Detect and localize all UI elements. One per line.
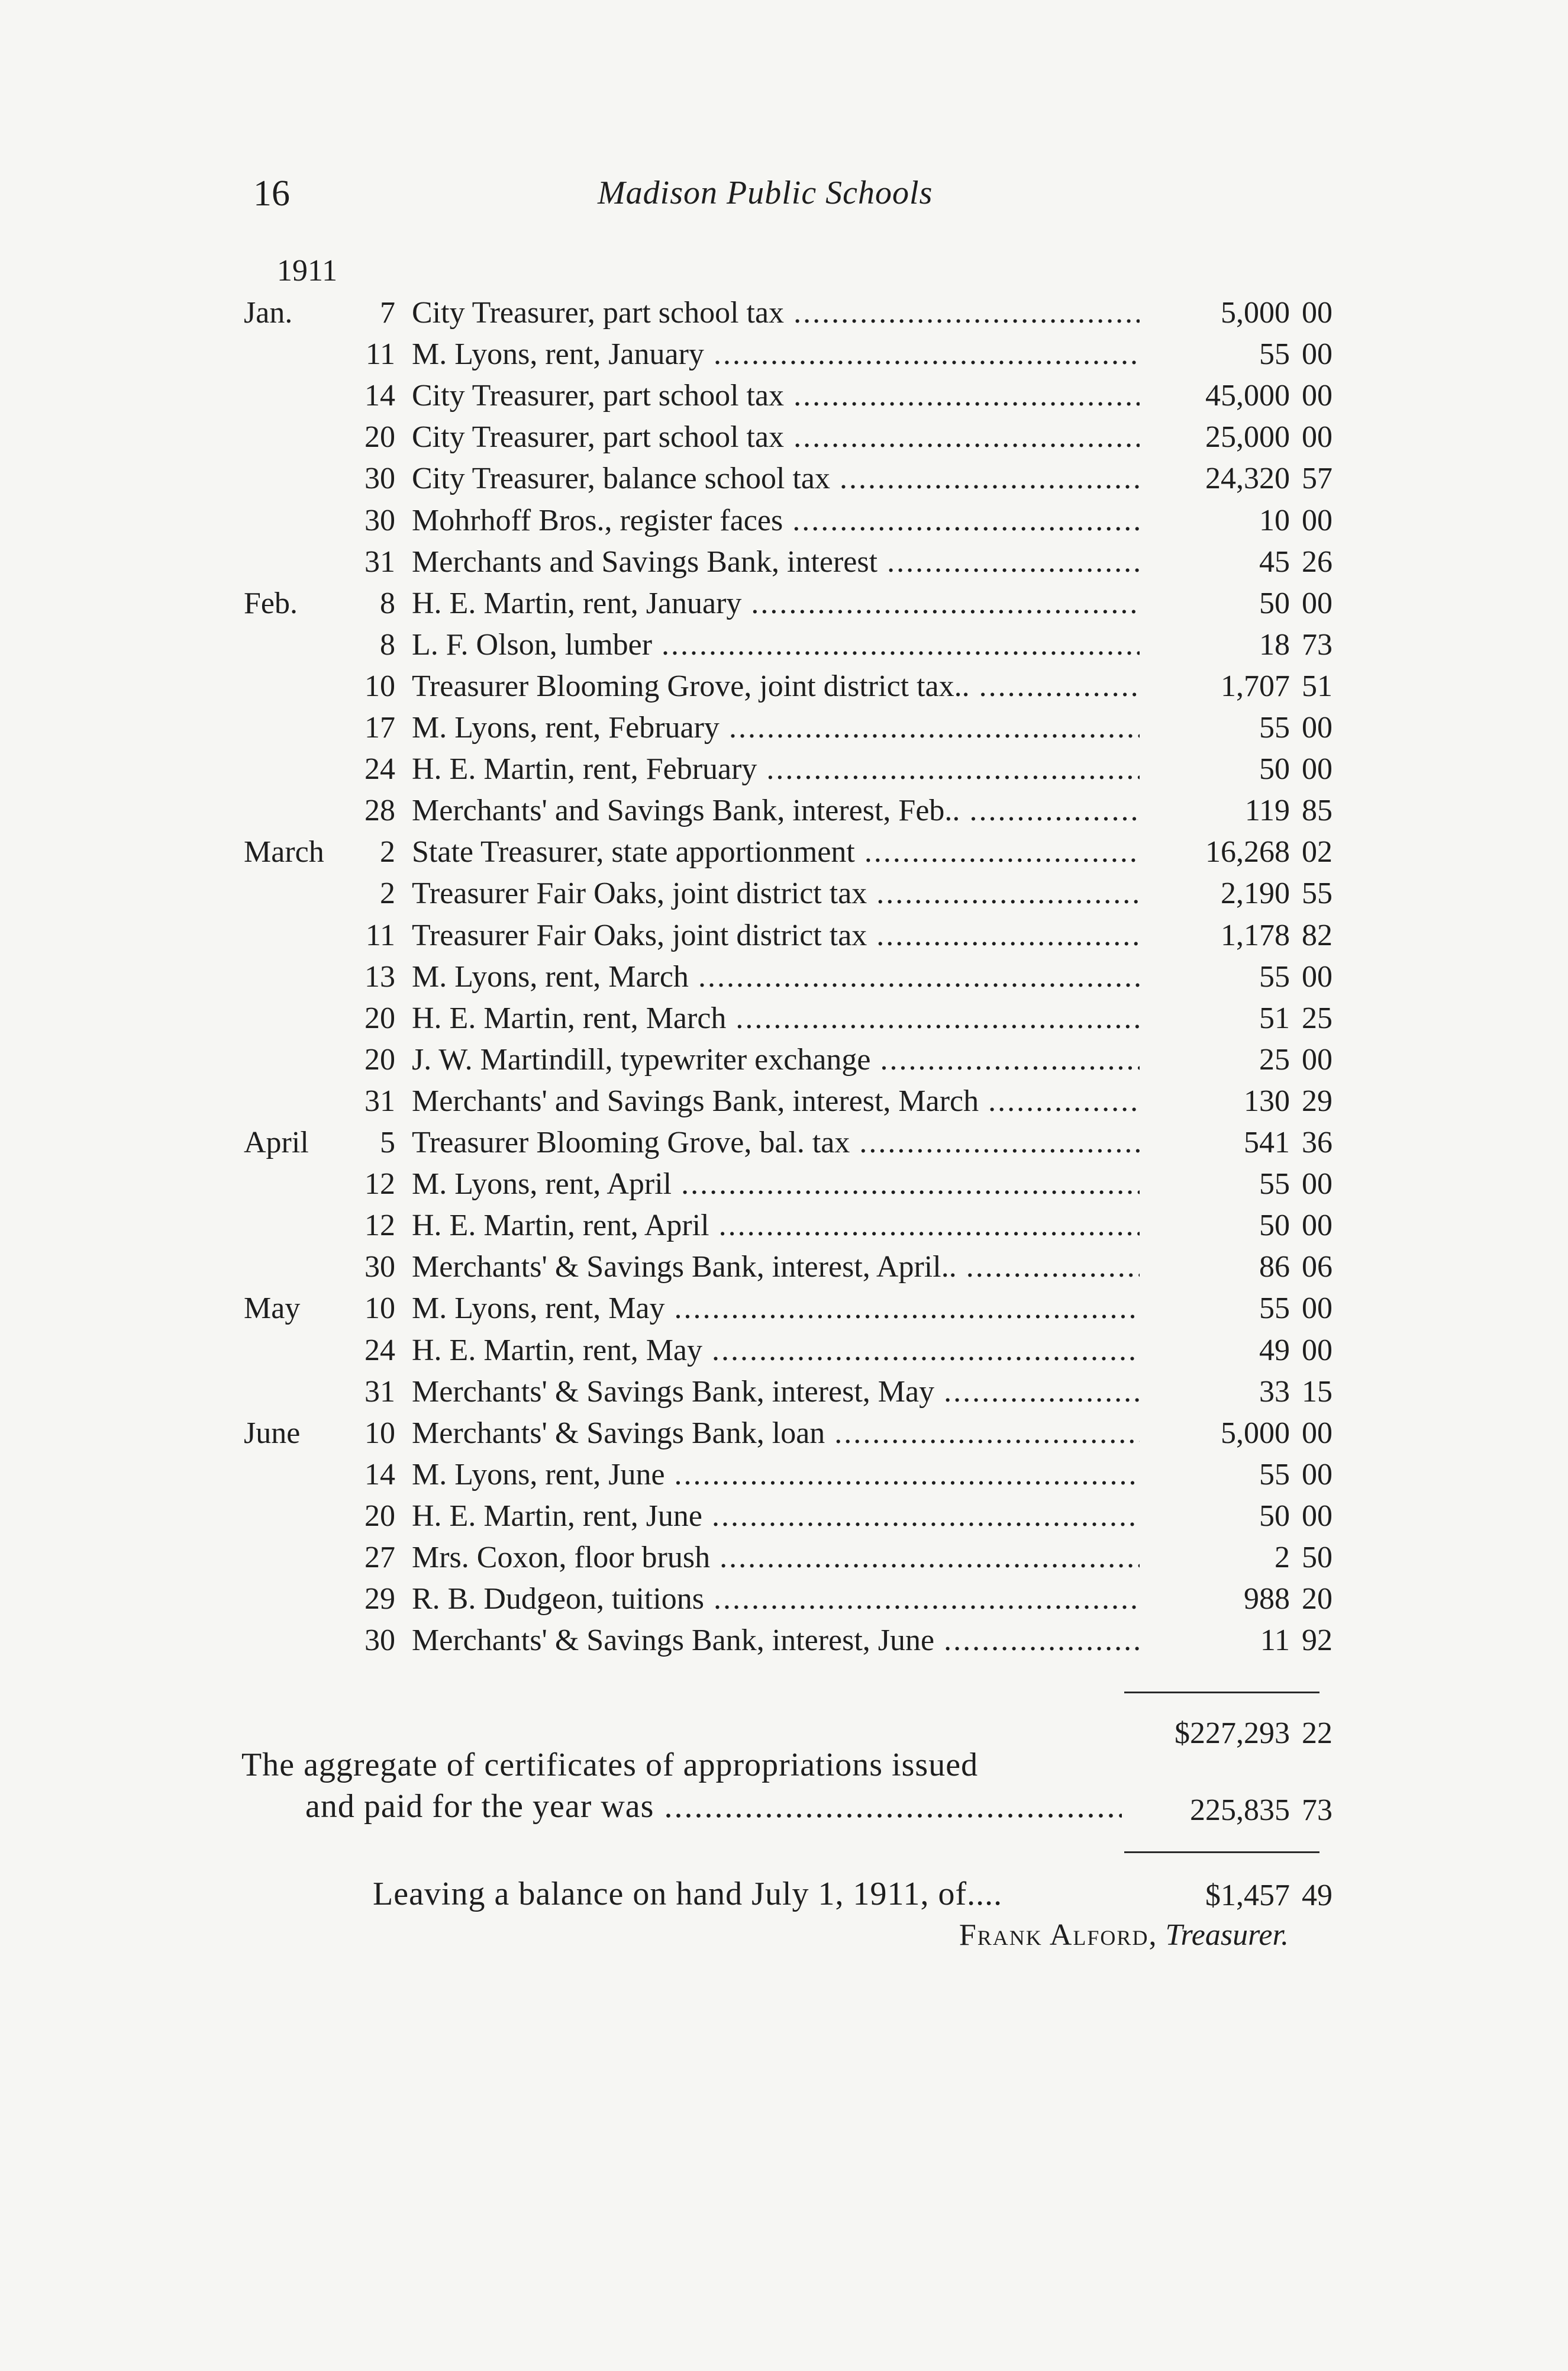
entry-dollars: 25 [1259, 1043, 1290, 1077]
ledger-row [0, 334, 1568, 375]
entry-cents: 15 [1302, 1375, 1333, 1409]
entry-description: M. Lyons, rent, January ..... [412, 334, 1140, 375]
entry-cents: 82 [1302, 919, 1333, 952]
entry-dollars: 55 [1259, 711, 1290, 745]
entry-cents: 29 [1302, 1084, 1333, 1118]
entry-cents: 50 [1302, 1541, 1333, 1574]
entry-description: State Treasurer, state apportionment ..... [412, 832, 1140, 873]
entry-cents: 36 [1302, 1126, 1333, 1159]
entry-cents: 00 [1302, 752, 1333, 786]
entry-day: 10 [364, 1291, 395, 1325]
entry-day: 29 [364, 1582, 395, 1616]
entry-cents: 06 [1302, 1250, 1333, 1284]
entry-cents: 00 [1302, 1416, 1333, 1450]
ledger-row [0, 915, 1568, 956]
entry-month: May [244, 1291, 301, 1325]
ledger-row [0, 624, 1568, 666]
entry-day: 7 [380, 296, 395, 330]
entry-description: M. Lyons, rent, February ..... [412, 707, 1140, 749]
ledger-row [0, 1496, 1568, 1537]
ledger-row [0, 1246, 1568, 1288]
entry-description: City Treasurer, part school tax ..... [412, 417, 1140, 458]
aggregate-amount-row [0, 1790, 1568, 1831]
entry-dollars: 5,000 [1221, 296, 1290, 330]
entry-day: 24 [364, 1333, 395, 1367]
balance-amount-row [0, 1875, 1568, 1916]
entry-day: 20 [364, 1043, 395, 1077]
entry-dollars: 55 [1259, 1167, 1290, 1201]
entry-day: 17 [364, 711, 395, 745]
entry-day: 8 [380, 628, 395, 662]
entry-description: H. E. Martin, rent, February ..... [412, 749, 1140, 790]
entry-description: Treasurer Fair Oaks, joint district tax ..... [412, 915, 1140, 956]
entry-day: 12 [364, 1167, 395, 1201]
entry-description: M. Lyons, rent, April ..... [412, 1164, 1140, 1205]
entry-cents: 20 [1302, 1582, 1333, 1616]
entry-cents: 00 [1302, 1167, 1333, 1201]
entry-day: 31 [364, 545, 395, 579]
ledger-row [0, 542, 1568, 583]
entry-dollars: 45 [1259, 545, 1290, 579]
balance-dollars: $1,457 [1205, 1879, 1290, 1912]
entry-day: 2 [380, 877, 395, 910]
entry-dollars: 49 [1259, 1333, 1290, 1367]
ledger-row [0, 292, 1568, 334]
entry-cents: 85 [1302, 794, 1333, 827]
ledger-row [0, 832, 1568, 873]
entry-cents: 02 [1302, 835, 1333, 869]
entry-dollars: 1,178 [1221, 919, 1290, 952]
entry-description: City Treasurer, part school tax ..... [412, 375, 1140, 417]
entry-day: 11 [365, 337, 395, 371]
ledger-row [0, 583, 1568, 624]
ledger-row [0, 1454, 1568, 1496]
entry-day: 8 [380, 587, 395, 620]
entry-dollars: 11 [1260, 1623, 1290, 1657]
entry-cents: 57 [1302, 462, 1333, 495]
entry-day: 31 [364, 1084, 395, 1118]
entry-description: Mohrhoff Bros., register faces ..... [412, 500, 1140, 542]
ledger-row [0, 458, 1568, 500]
total-cents: 22 [1302, 1716, 1333, 1750]
ledger-row [0, 1371, 1568, 1413]
entry-dollars: 24,320 [1205, 462, 1290, 495]
entry-day: 14 [364, 1458, 395, 1491]
balance-text: Leaving a balance on hand July 1, 1911, of.... [373, 1876, 1003, 1912]
entry-cents: 51 [1302, 669, 1333, 703]
entry-description: City Treasurer, part school tax ..... [412, 292, 1140, 334]
ledger-year: 1911 [277, 254, 338, 288]
entry-cents: 00 [1302, 1499, 1333, 1533]
entry-dollars: 10 [1259, 504, 1290, 537]
entry-day: 20 [364, 1499, 395, 1533]
signature-title: Treasurer. [1165, 1918, 1289, 1952]
entry-day: 14 [364, 379, 395, 413]
entry-description: Merchants' and Savings Bank, interest, Feb.. ..... [412, 790, 1140, 832]
entry-day: 2 [380, 835, 395, 869]
entry-cents: 26 [1302, 545, 1333, 579]
entry-cents: 00 [1302, 420, 1333, 454]
entry-cents: 92 [1302, 1623, 1333, 1657]
entry-description: J. W. Martindill, typewriter exchange ..... [412, 1039, 1140, 1081]
ledger-row [0, 873, 1568, 914]
entry-dollars: 16,268 [1205, 835, 1290, 869]
entry-dollars: 50 [1259, 752, 1290, 786]
entry-day: 5 [380, 1126, 395, 1159]
entry-day: 12 [364, 1209, 395, 1242]
entry-month: Jan. [244, 296, 293, 330]
signature [959, 1918, 1289, 1953]
entry-dollars: 55 [1259, 960, 1290, 994]
entry-day: 30 [364, 1250, 395, 1284]
entry-description: Merchants' & Savings Bank, interest, June ..... [412, 1620, 1140, 1661]
entry-dollars: 55 [1259, 337, 1290, 371]
aggregate-dollars: 225,835 [1190, 1793, 1290, 1827]
entry-description: M. Lyons, rent, March ..... [412, 956, 1140, 998]
ledger-row [0, 1413, 1568, 1454]
ledger-row [0, 956, 1568, 998]
entry-dollars: 55 [1259, 1291, 1290, 1325]
entry-month: March [244, 835, 324, 869]
entry-cents: 00 [1302, 711, 1333, 745]
ledger-row [0, 1620, 1568, 1661]
entry-description: H. E. Martin, rent, June ..... [412, 1496, 1140, 1537]
aggregate-text-line1: The aggregate of certificates of appropriations issued [241, 1747, 979, 1783]
entry-description: Merchants' & Savings Bank, interest, May ..... [412, 1371, 1140, 1413]
entry-day: 30 [364, 462, 395, 495]
entry-month: June [244, 1416, 301, 1450]
entry-dollars: 50 [1259, 1209, 1290, 1242]
entry-description: City Treasurer, balance school tax ..... [412, 458, 1140, 500]
entry-cents: 00 [1302, 1291, 1333, 1325]
entry-dollars: 18 [1259, 628, 1290, 662]
entry-day: 30 [364, 504, 395, 537]
balance-cents: 49 [1302, 1879, 1333, 1912]
entry-dollars: 2,190 [1221, 877, 1290, 910]
entry-day: 24 [364, 752, 395, 786]
entry-cents: 55 [1302, 877, 1333, 910]
ledger-row [0, 666, 1568, 707]
entry-day: 27 [364, 1541, 395, 1574]
entry-cents: 00 [1302, 960, 1333, 994]
entry-description: Mrs. Coxon, floor brush ..... [412, 1537, 1140, 1578]
entry-dollars: 51 [1259, 1001, 1290, 1035]
entry-day: 10 [364, 1416, 395, 1450]
entry-dollars: 45,000 [1205, 379, 1290, 413]
entry-dollars: 2 [1275, 1541, 1290, 1574]
entry-description: Merchants' and Savings Bank, interest, March ..... [412, 1081, 1140, 1122]
entry-cents: 00 [1302, 296, 1333, 330]
entry-day: 20 [364, 420, 395, 454]
ledger-row [0, 1288, 1568, 1329]
balance-rule [1124, 1851, 1319, 1853]
entry-dollars: 541 [1244, 1126, 1290, 1159]
entry-description: Merchants and Savings Bank, interest ..... [412, 542, 1140, 583]
entry-cents: 00 [1302, 1209, 1333, 1242]
entry-day: 28 [364, 794, 395, 827]
total-dollars: $227,293 [1175, 1716, 1290, 1750]
entry-dollars: 1,707 [1221, 669, 1290, 703]
ledger-row [0, 1205, 1568, 1246]
entry-dollars: 25,000 [1205, 420, 1290, 454]
entry-description: M. Lyons, rent, May ..... [412, 1288, 1140, 1329]
entry-day: 13 [364, 960, 395, 994]
aggregate-text-line2: and paid for the year was ..... [305, 1787, 1122, 1825]
entry-description: H. E. Martin, rent, March ..... [412, 998, 1140, 1039]
entry-description: H. E. Martin, rent, May ..... [412, 1330, 1140, 1371]
ledger-row [0, 1081, 1568, 1122]
ledger-row [0, 749, 1568, 790]
total-rule [1124, 1692, 1319, 1693]
ledger-row [0, 1537, 1568, 1578]
entry-day: 10 [364, 669, 395, 703]
entry-description: Treasurer Blooming Grove, joint district tax.. ..... [412, 666, 1140, 707]
ledger-row [0, 417, 1568, 458]
entry-description: H. E. Martin, rent, April ..... [412, 1205, 1140, 1246]
entry-day: 11 [365, 919, 395, 952]
signature-name: Frank Alford, [959, 1918, 1158, 1952]
entry-dollars: 119 [1244, 794, 1290, 827]
entry-cents: 00 [1302, 1333, 1333, 1367]
page-number: 16 [253, 173, 290, 214]
entry-cents: 00 [1302, 337, 1333, 371]
entry-dollars: 50 [1259, 587, 1290, 620]
entry-cents: 73 [1302, 628, 1333, 662]
entry-dollars: 5,000 [1221, 1416, 1290, 1450]
entry-dollars: 130 [1244, 1084, 1290, 1118]
entry-description: Treasurer Blooming Grove, bal. tax ..... [412, 1122, 1140, 1164]
ledger-row [0, 375, 1568, 417]
ledger-row [0, 707, 1568, 749]
ledger-row [0, 998, 1568, 1039]
ledger-row [0, 1330, 1568, 1371]
entry-dollars: 988 [1244, 1582, 1290, 1616]
entry-day: 30 [364, 1623, 395, 1657]
ledger-row [0, 500, 1568, 542]
entry-description: L. F. Olson, lumber ..... [412, 624, 1140, 666]
entry-month: Feb. [244, 587, 298, 620]
entry-dollars: 50 [1259, 1499, 1290, 1533]
ledger-row [0, 1164, 1568, 1205]
entry-cents: 00 [1302, 1043, 1333, 1077]
ledger-row [0, 1578, 1568, 1620]
entry-cents: 00 [1302, 587, 1333, 620]
entry-day: 20 [364, 1001, 395, 1035]
entry-cents: 25 [1302, 1001, 1333, 1035]
entry-description: Merchants' & Savings Bank, loan ..... [412, 1413, 1140, 1454]
entry-description: H. E. Martin, rent, January ..... [412, 583, 1140, 624]
entry-dollars: 33 [1259, 1375, 1290, 1409]
entry-cents: 00 [1302, 1458, 1333, 1491]
running-head: Madison Public Schools [598, 175, 933, 211]
entry-description: R. B. Dudgeon, tuitions ..... [412, 1578, 1140, 1620]
entry-description: M. Lyons, rent, June ..... [412, 1454, 1140, 1496]
entry-cents: 00 [1302, 379, 1333, 413]
ledger-row [0, 1122, 1568, 1164]
aggregate-cents: 73 [1302, 1793, 1333, 1827]
ledger-row [0, 790, 1568, 832]
entry-description: Merchants' & Savings Bank, interest, April.. ..... [412, 1246, 1140, 1288]
entry-month: April [244, 1126, 309, 1159]
entry-day: 31 [364, 1375, 395, 1409]
entry-description: Treasurer Fair Oaks, joint district tax ..... [412, 873, 1140, 914]
ledger-row [0, 1039, 1568, 1081]
entry-dollars: 86 [1259, 1250, 1290, 1284]
entry-cents: 00 [1302, 504, 1333, 537]
entry-dollars: 55 [1259, 1458, 1290, 1491]
